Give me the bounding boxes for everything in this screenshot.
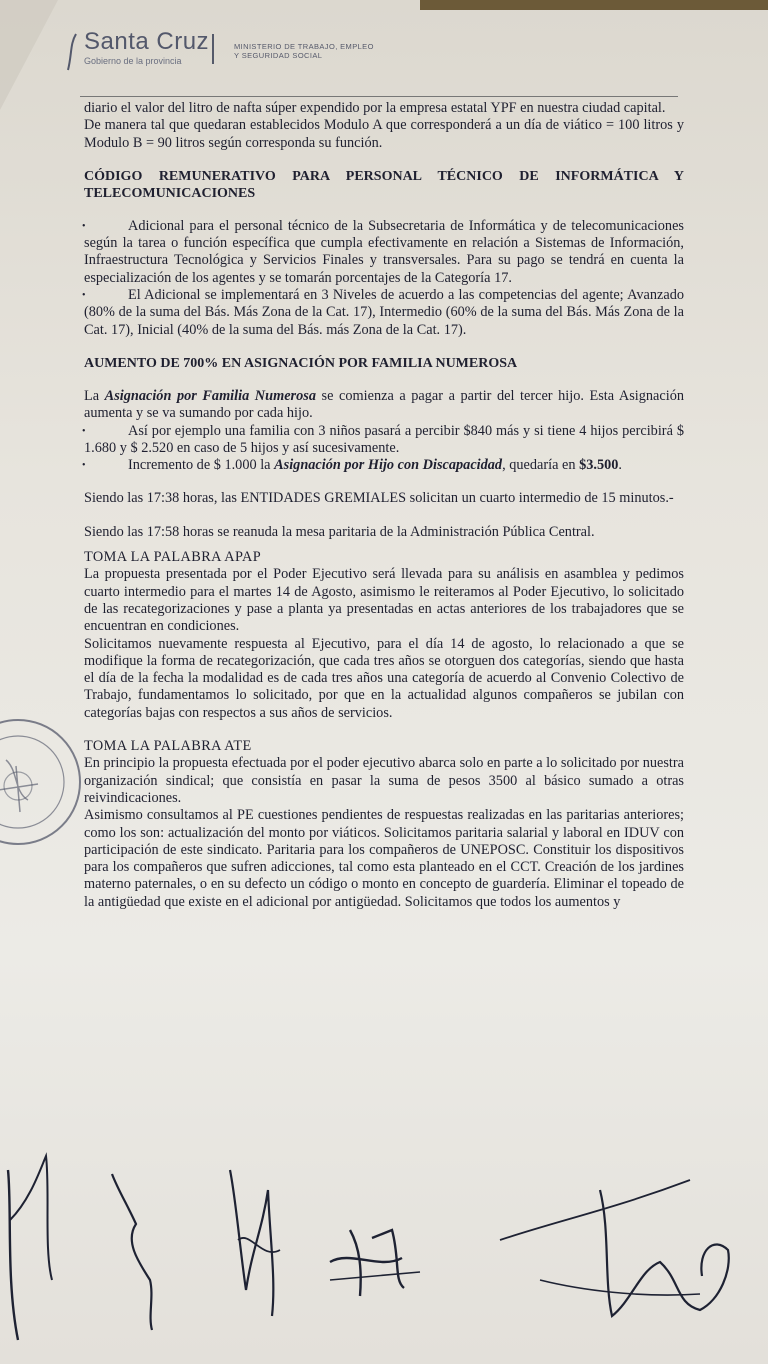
- aumento-bullet-2-b: , quedaría en: [502, 457, 580, 474]
- reanuda-paragraph: Siendo las 17:58 horas se reanuda la mesa paritaria de la Administración Pública Central.: [84, 523, 595, 540]
- document-body: [84, 100, 684, 911]
- codigo-bullet-2: El Adicional se implementará en 3 Niveles de acuerdo a las competencias del agente; Avanzado (80% de la suma del Bás. Más Zona de la Cat. 17), Intermedio (60% de la suma del Bás. Más Zona de la Cat. 17), Inicial (40% de la suma del Bás. más Zona de la Cat. 17).: [84, 287, 684, 338]
- bullet-icon: •: [82, 460, 86, 472]
- bullet-icon: •: [82, 425, 86, 437]
- ministry-seal-icon: [0, 700, 98, 860]
- apap-heading: TOMA LA PALABRA APAP: [84, 549, 262, 566]
- list-item: [84, 218, 684, 287]
- codigo-bullet-1: Adicional para el personal técnico de la Subsecretaria de Informática y de telecomunicaciones según la tarea o función específica que cumpla efectivamente en relación a Sistemas de Información, Infraestructura Tecnológica y Servicios Finales y transversales. Para su pago se tendrá en cuenta la especialización de los agentes y se tomarán porcentajes de la Categoría 17.: [84, 217, 684, 286]
- list-item: [84, 423, 684, 458]
- apap-paragraph-1: La propuesta presentada por el Poder Ejecutivo será llevada para su análisis en asamblea y pedimos cuarto intermedio para el martes 14 de Agosto, asimismo le reiteramos al Poder Ejecutivo, lo solicitado de las recategorizaciones y pase a planta ya presentadas en actas anteriores de los trabajadores que se encuentran en condiciones.: [84, 566, 684, 635]
- heading-codigo-remunerativo: CÓDIGO REMUNERATIVO PARA PERSONAL TÉCNICO DE INFORMÁTICA Y TELECOMUNICACIONES: [84, 168, 684, 201]
- aumento-bullet-1: Así por ejemplo una familia con 3 niños pasará a percibir $840 más y si tiene 4 hijos percibirá $ 1.680 y $ 2.520 en caso de 5 hijos y así sucesivamente.: [84, 422, 684, 456]
- logo-divider: [212, 34, 214, 64]
- bullet-icon: •: [82, 290, 86, 302]
- aumento-text-b: se comienza a pagar a partir del tercer hijo. Esta Asignación aumenta y se va sumando por cada hijo.: [84, 387, 685, 422]
- cuarto-intermedio-paragraph: Siendo las 17:38 horas, las ENTIDADES GREMIALES solicitan un cuarto intermedio de 15 minutos.-: [84, 490, 674, 507]
- ministry-line-1: MINISTERIO DE TRABAJO, EMPLEO: [234, 42, 374, 51]
- logo-title: Santa Cruz: [84, 28, 210, 55]
- aumento-paragraph: [84, 388, 684, 423]
- desk-background: [420, 0, 768, 10]
- list-item: [84, 287, 684, 339]
- apap-paragraph-2: Solicitamos nuevamente respuesta al Ejecutivo, para el día 14 de agosto, lo relacionado a que se modifique la forma de recategorización, que cada tres años se otorguen dos categorías, siendo que hasta el día de la fecha la modalidad es de cada tres años una categoría de acuerdo al Convenio Colectivo de Trabajo, fundamentamos lo solicitado, por que en la actualidad algunos compañeros se jubilan con categorías bajas con respectos a sus años de servicios.: [84, 635, 684, 721]
- bullet-icon: •: [82, 220, 86, 232]
- ministry-line-2: Y SEGURIDAD SOCIAL: [234, 51, 323, 60]
- page-corner-shadow: [0, 0, 70, 120]
- ate-paragraph-1: En principio la propuesta efectuada por el poder ejecutivo abarca solo en parte a lo solicitado por nuestra organización sindical; que consistía en pasar la suma de pesos 3500 al básico sumado a otras reivindicaciones.: [84, 755, 684, 806]
- aumento-bullet-2-emphasis: Asignación por Hijo con Discapacidad: [274, 457, 503, 474]
- aumento-bullet-2-amount: $3.500: [579, 457, 619, 474]
- intro-paragraph-2: De manera tal que quedaran establecidos Modulo A que corresponderá a un día de viático = 100 litros y Modulo B = 90 litros según corresponda su función.: [84, 117, 684, 151]
- intro-paragraph-1: diario el valor del litro de nafta súper expendido por la empresa estatal YPF en nuestra ciudad capital.: [84, 100, 666, 116]
- ministry-name: [234, 42, 374, 60]
- header-rule: [80, 96, 678, 97]
- ate-paragraph-2: Asimismo consultamos al PE cuestiones pendientes de respuestas realizadas en las paritarias anteriores; como los son: actualización del monto por viáticos. Solicitamos paritaria salarial y laboral en IDUV con participación de este sindicato. Paritaria para los compañeros de UNEPOSC. Constituir los dispositivos para los compañeros que sufren adicciones, tal como esta planteado en el CCT. Creación de los jardines materno paternales, o en su defecto un código o monto en concepto de guardería. Eliminar el topeado de la antigüedad que existe en el adicional por antigüedad. Solicitamos que todos los aumentos y: [84, 807, 684, 910]
- signatures-area: [0, 1130, 768, 1364]
- ate-heading: TOMA LA PALABRA ATE: [84, 738, 252, 755]
- aumento-emphasis: Asignación por Familia Numerosa: [104, 387, 316, 404]
- aumento-bullet-2-c: .: [618, 457, 622, 474]
- heading-aumento: AUMENTO DE 700% EN ASIGNACIÓN POR FAMILIA NUMEROSA: [84, 355, 518, 371]
- list-item: [84, 457, 684, 474]
- aumento-text-a: La: [84, 387, 105, 404]
- logo-subtitle: Gobierno de la provincia: [84, 56, 182, 66]
- aumento-bullet-2-a: Incremento de $ 1.000 la: [128, 457, 275, 474]
- letterhead: [78, 28, 678, 78]
